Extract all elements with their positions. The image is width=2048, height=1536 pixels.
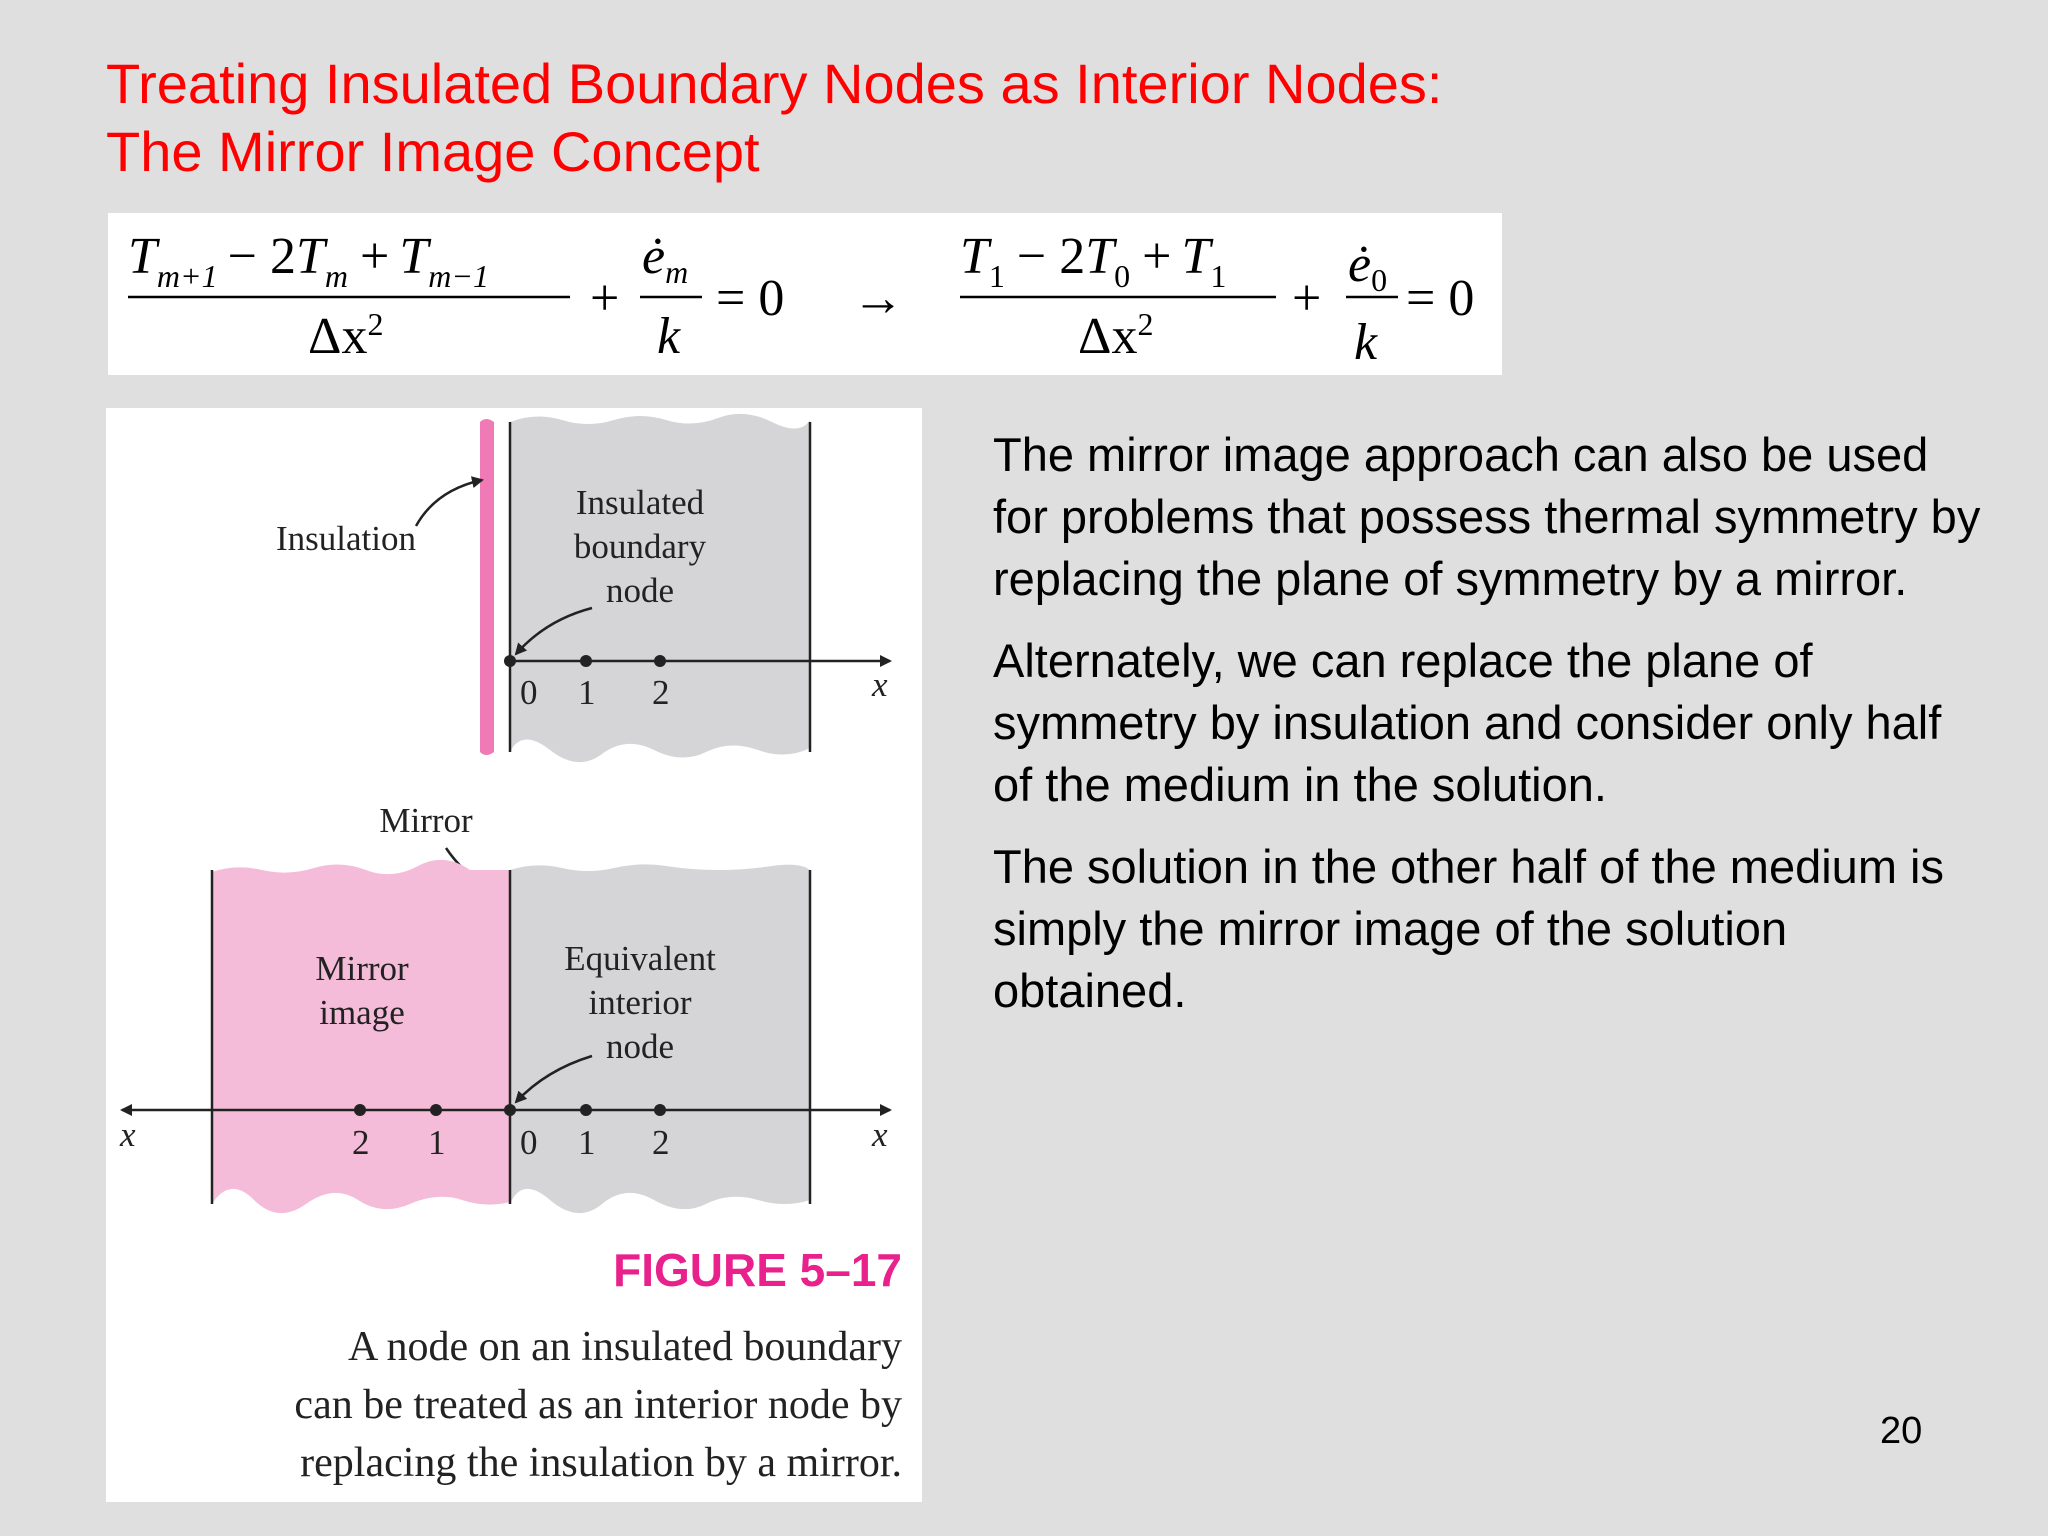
equation-panel (108, 213, 1502, 375)
eq-lhs-numerator: $T_{m+1} - 2T_m + T_{m-1}$ (128, 228, 489, 294)
top-axis-label: x (872, 665, 888, 704)
slide-title-line-2: The Mirror Image Concept (106, 120, 760, 183)
top-tick-1: 1 (578, 673, 596, 712)
top-diagram (276, 414, 890, 762)
top-node-1 (580, 655, 592, 667)
eq-rhs-denominator: $\Delta x^2$ (1078, 306, 1154, 365)
eq-rhs-plus: + (1292, 270, 1322, 327)
top-node-0 (504, 655, 516, 667)
eq-rhs-numerator: $T_1 - 2T_0 + T_1$ (960, 228, 1227, 294)
bottom-right-tick-2: 2 (652, 1123, 670, 1162)
paragraph-1: The mirror image approach can also be used for problems that possess thermal symmetry by replacing the plane of symmetry by a mirror. (993, 428, 1981, 605)
figure-svg (106, 408, 922, 1502)
eq-rhs-gen-den: k (1354, 314, 1378, 371)
bottom-axis-label-left: x (120, 1115, 136, 1154)
bottom-right-tick-0: 0 (520, 1123, 538, 1162)
insulation-strip (480, 419, 494, 755)
top-node-2 (654, 655, 666, 667)
bottom-node-0 (504, 1104, 516, 1116)
mirror-image-label-2: image (319, 993, 405, 1032)
top-node-label-3: node (605, 571, 675, 610)
insulation-arrow (416, 480, 482, 526)
equivalent-node-label-1: Equivalent (564, 939, 716, 978)
mirror-label: Mirror (379, 801, 473, 840)
figure-title: FIGURE 5–17 (613, 1244, 902, 1296)
paragraph-3: The solution in the other half of the medium is simply the mirror image of the solution obtained. (993, 840, 1944, 1017)
bottom-left-tick-2: 2 (352, 1123, 370, 1162)
slide-title (106, 50, 1706, 186)
bottom-node-1 (580, 1104, 592, 1116)
bottom-node-2 (654, 1104, 666, 1116)
equivalent-node-label-2: interior (588, 983, 692, 1022)
top-node-label-1: Insulated (575, 483, 705, 522)
mirror-image-label-1: Mirror (315, 949, 409, 988)
top-tick-2: 2 (652, 673, 670, 712)
bottom-axis-label-right: x (872, 1115, 888, 1154)
top-tick-0: 0 (520, 673, 538, 712)
bottom-node-mirror-1 (430, 1104, 442, 1116)
body-text (993, 424, 1993, 1042)
bottom-right-tick-1: 1 (578, 1123, 596, 1162)
bottom-left-tick-1: 1 (428, 1123, 446, 1162)
figure-caption-line-2: can be treated as an interior node by (294, 1382, 902, 1428)
insulation-label: Insulation (276, 519, 416, 558)
eq-lhs-plus: + (590, 270, 620, 327)
page-number: 20 (1880, 1410, 1923, 1452)
bottom-diagram (119, 801, 890, 1213)
eq-rhs-gen: ė0 (1348, 236, 1388, 298)
eq-lhs-equals: = 0 (716, 270, 785, 327)
figure-panel (106, 408, 922, 1502)
eq-rhs-equals: = 0 (1406, 270, 1475, 327)
equation-svg (108, 213, 1502, 375)
top-node-label-2: boundary (573, 527, 707, 566)
eq-lhs-denominator: $\Delta x^2$ (308, 306, 384, 365)
slide-title-line-1: Treating Insulated Boundary Nodes as Interior Nodes: (106, 52, 1443, 115)
eq-arrow: → (852, 270, 904, 327)
figure-caption-line-3: replacing the insulation by a mirror. (300, 1440, 902, 1486)
bottom-node-mirror-2 (354, 1104, 366, 1116)
eq-lhs-gen: ėm (642, 228, 689, 290)
paragraph-2: Alternately, we can replace the plane of symmetry by insulation and consider only half of the medium in the solution. (993, 634, 1942, 811)
figure-caption-line-1: A node on an insulated boundary (347, 1324, 902, 1370)
eq-lhs-gen-den: k (657, 308, 681, 365)
equivalent-node-label-3: node (605, 1027, 675, 1066)
